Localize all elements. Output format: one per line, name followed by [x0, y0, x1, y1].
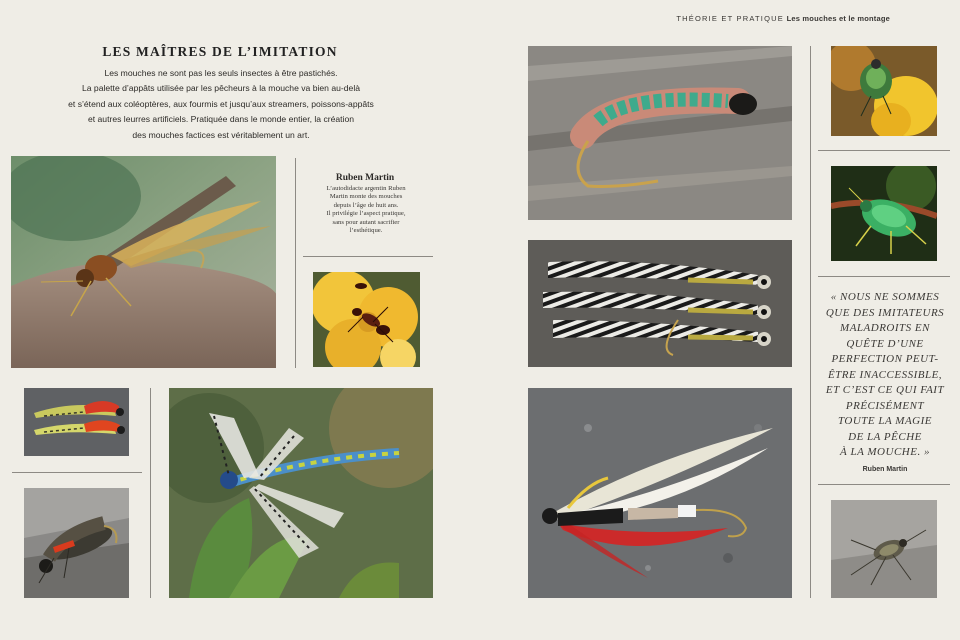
quote-line: QUÊTE D’UNE — [846, 337, 924, 350]
quote-line: ÊTRE INACCESSIBLE, — [827, 368, 943, 381]
photo-green-beetle — [831, 166, 937, 261]
photo-salmon-fly — [528, 388, 792, 598]
section-label: THÉORIE ET PRATIQUE — [676, 14, 784, 23]
photo-beetle-yellow — [831, 46, 937, 136]
photo-small-nymph — [831, 500, 937, 598]
running-head — [560, 14, 890, 23]
column-rule — [295, 158, 296, 368]
quote-line: PERFECTION PEUT- — [831, 353, 939, 365]
quote-line: PRÉCISÉMENT — [845, 399, 925, 412]
photo-nymph — [24, 488, 129, 598]
photo-grasshopper-fly — [11, 156, 276, 368]
intro-line: et autres leurres artificiels. Pratiquée dans le monde entier, la création — [87, 114, 355, 125]
photo-ant-on-flower — [313, 272, 420, 367]
intro-line: La palette d’appâts utilisée par les pêcheurs à la mouche va bien au-delà — [81, 83, 361, 94]
photo-dragonfly — [169, 388, 433, 598]
intro-paragraph — [48, 66, 394, 143]
intro-line: Les mouches ne sont pas les seuls insectes à être pastichés. — [104, 68, 338, 78]
caption-line: L’autodidacte argentin Ruben — [326, 185, 406, 192]
quote-rule — [818, 484, 950, 485]
chapter-label: Les mouches et le montage — [786, 14, 890, 23]
caption-rule — [303, 256, 433, 257]
intro-line: des mouches factices est véritablement un art. — [132, 129, 310, 140]
caption-line: l’esthétique. — [349, 227, 383, 235]
quote-line: TOUTE LA MAGIE — [838, 415, 932, 427]
page-title: LES MAÎTRES DE L’IMITATION — [102, 44, 338, 59]
pull-quote — [818, 290, 952, 461]
caption-title: Ruben Martin — [335, 173, 395, 183]
caption-line: sans pour autant sacrifier — [332, 218, 400, 226]
column-rule — [810, 46, 811, 598]
caption-line: depuis l’âge de huit ans. — [333, 201, 399, 209]
caption-line: Martin monte des mouches — [329, 193, 403, 201]
quote-line: MALADROITS EN — [840, 322, 930, 334]
photo-zebra-streamers — [528, 240, 792, 367]
quote-line: DE LA PÊCHE — [848, 430, 922, 443]
caption-body — [308, 185, 424, 235]
quote-line: QUE DES IMITATEURS — [825, 306, 945, 319]
quote-line: « NOUS NE SOMMES — [830, 291, 940, 303]
photo-small-streamers — [24, 388, 129, 456]
thumb-rule — [12, 472, 142, 473]
caption-line: Il privilégie l’aspect pratique, — [326, 210, 406, 218]
thumb-rule — [818, 150, 950, 151]
column-rule — [150, 388, 151, 598]
quote-line: ET C’EST CE QUI FAIT — [825, 384, 945, 396]
quote-author: Ruben Martin — [862, 466, 908, 473]
quote-line: À LA MOUCHE. » — [840, 446, 930, 458]
photo-caddis-larva — [528, 46, 792, 220]
intro-line: et s’étend aux coléoptères, aux fourmis et jusqu’aux streamers, poissons-appâts — [68, 98, 374, 109]
quote-rule — [818, 276, 950, 277]
